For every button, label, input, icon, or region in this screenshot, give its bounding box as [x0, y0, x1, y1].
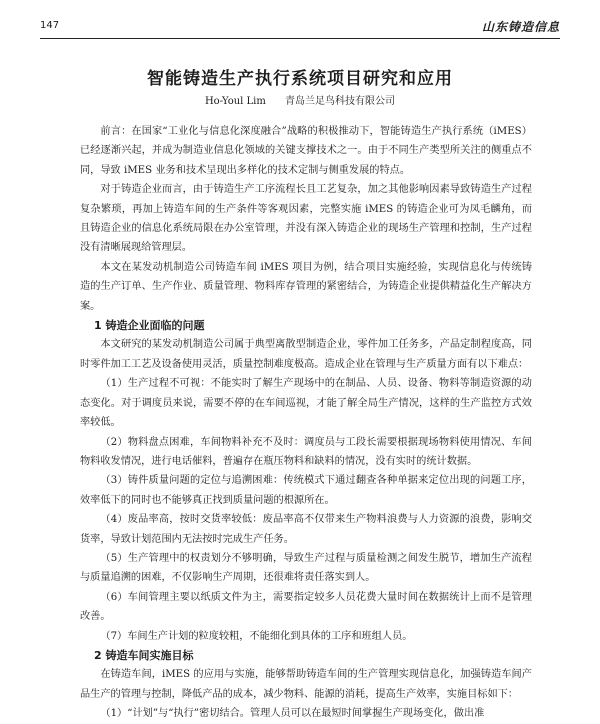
article-body — [80, 122, 532, 724]
list-item: （3）铸件质量问题的定位与追溯困难：传统模式下通过翻查各种单据来定位出现的问题工序，效率低下的同时也不能够真正找到质量问题的根源所在。 — [80, 475, 532, 506]
author-line — [40, 92, 560, 107]
section-heading: 1 铸造企业面临的问题 — [94, 319, 205, 333]
list-item: （6）车间管理主要以纸质文件为主，需要指定较多人员花费大量时间在数据统计上而不是管理改善。 — [80, 591, 532, 623]
section-heading: 2 铸造车间实施目标 — [94, 648, 194, 662]
list-item: （1）生产过程不可视：不能实时了解生产现场中的在制品、人员、设备、物料等制造资源的动态变化。对于调度员来说，需要不停的在车间巡视，才能了解全局生产情况，这样的生产监控方式效率较低。 — [80, 378, 532, 429]
page-number: 147 — [40, 20, 60, 31]
list-item: （1）“计划”与“执行”密切结合。管理人员可以在最短时间掌握生产现场变化，做出准 — [100, 708, 485, 720]
section-intro: 在铸造车间，iMES 的应用与实施，能够帮助铸造车间的生产管理实现信息化，加强铸造车间产品生产的管理与控制，降低产品的成本，减少物料、能源的消耗，提高生产效率，实施目标如下： — [80, 669, 532, 700]
list-item: （7）车间生产计划的粒度较粗，不能细化到具体的工序和班组人员。 — [100, 630, 413, 642]
section-intro: 本文研究的某发动机制造公司属于典型离散型制造企业，零件加工任务多，产品定制程度高，同时零件加工工艺及设备使用灵活，质量控制难度极高。造成企业在管理与生产质量方面有以下难点： — [80, 339, 532, 370]
list-item: （5）生产管理中的权责划分不够明确，导致生产过程与质量检测之间发生脱节，增加生产流程与质量追溯的困难，不仅影响生产周期，还很难将责任落实到人。 — [80, 552, 532, 584]
preface-paragraph: 前言：在国家“工业化与信息化深度融合”战略的积极推动下，智能铸造生产执行系统（iMES）已经逐渐兴起，并成为制造业信息化领域的关键支撑技术之一。由于不同生产类型所关注的侧重点不同，导致 iMES 业务和技术呈现出多样化的技术定制与侧重发展的特点。 — [80, 126, 532, 176]
author-affiliation: 青岛兰足鸟科技有限公司 — [285, 96, 396, 107]
list-item: （2）物料盘点困难，车间物料补充不及时：调度员与工段长需要根据现场物料使用情况、车间物料收发情况，进行电话催料，普遍存在瓶压物料和缺料的情况，没有实时的统计数据。 — [80, 436, 532, 467]
running-header — [40, 18, 560, 39]
author-name: Ho-Youl Lim — [204, 96, 266, 107]
body-paragraph: 本文在某发动机制造公司铸造车间 iMES 项目为例，结合项目实施经验，实现信息化与传统铸造的生产订单、生产作业、质量管理、物料库存管理的紧密结合，为铸造企业提供精益化生产解决方案。 — [80, 261, 532, 312]
list-item: （4）废品率高，按时交货率较低：废品率高不仅带来生产物料浪费与人力资源的浪费，影响交货率，导致计划范围内无法按时完成生产任务。 — [80, 514, 532, 545]
journal-name: 山东铸造信息 — [481, 20, 560, 34]
body-paragraph: 对于铸造企业而言，由于铸造生产工序流程长且工艺复杂，加之其他影响因素导致铸造生产过程复杂繁琐，再加上铸造车间的生产条件等客观因素，完整实施 iMES 的铸造企业可为凤毛麟角，而且铸造企业的信息化系统局限在办公室管理，并没有深入铸造企业的现场生产管理和控制，生产过程没有清晰展现给管理层。 — [80, 184, 532, 254]
article-title: 智能铸造生产执行系统项目研究和应用 — [147, 69, 453, 89]
